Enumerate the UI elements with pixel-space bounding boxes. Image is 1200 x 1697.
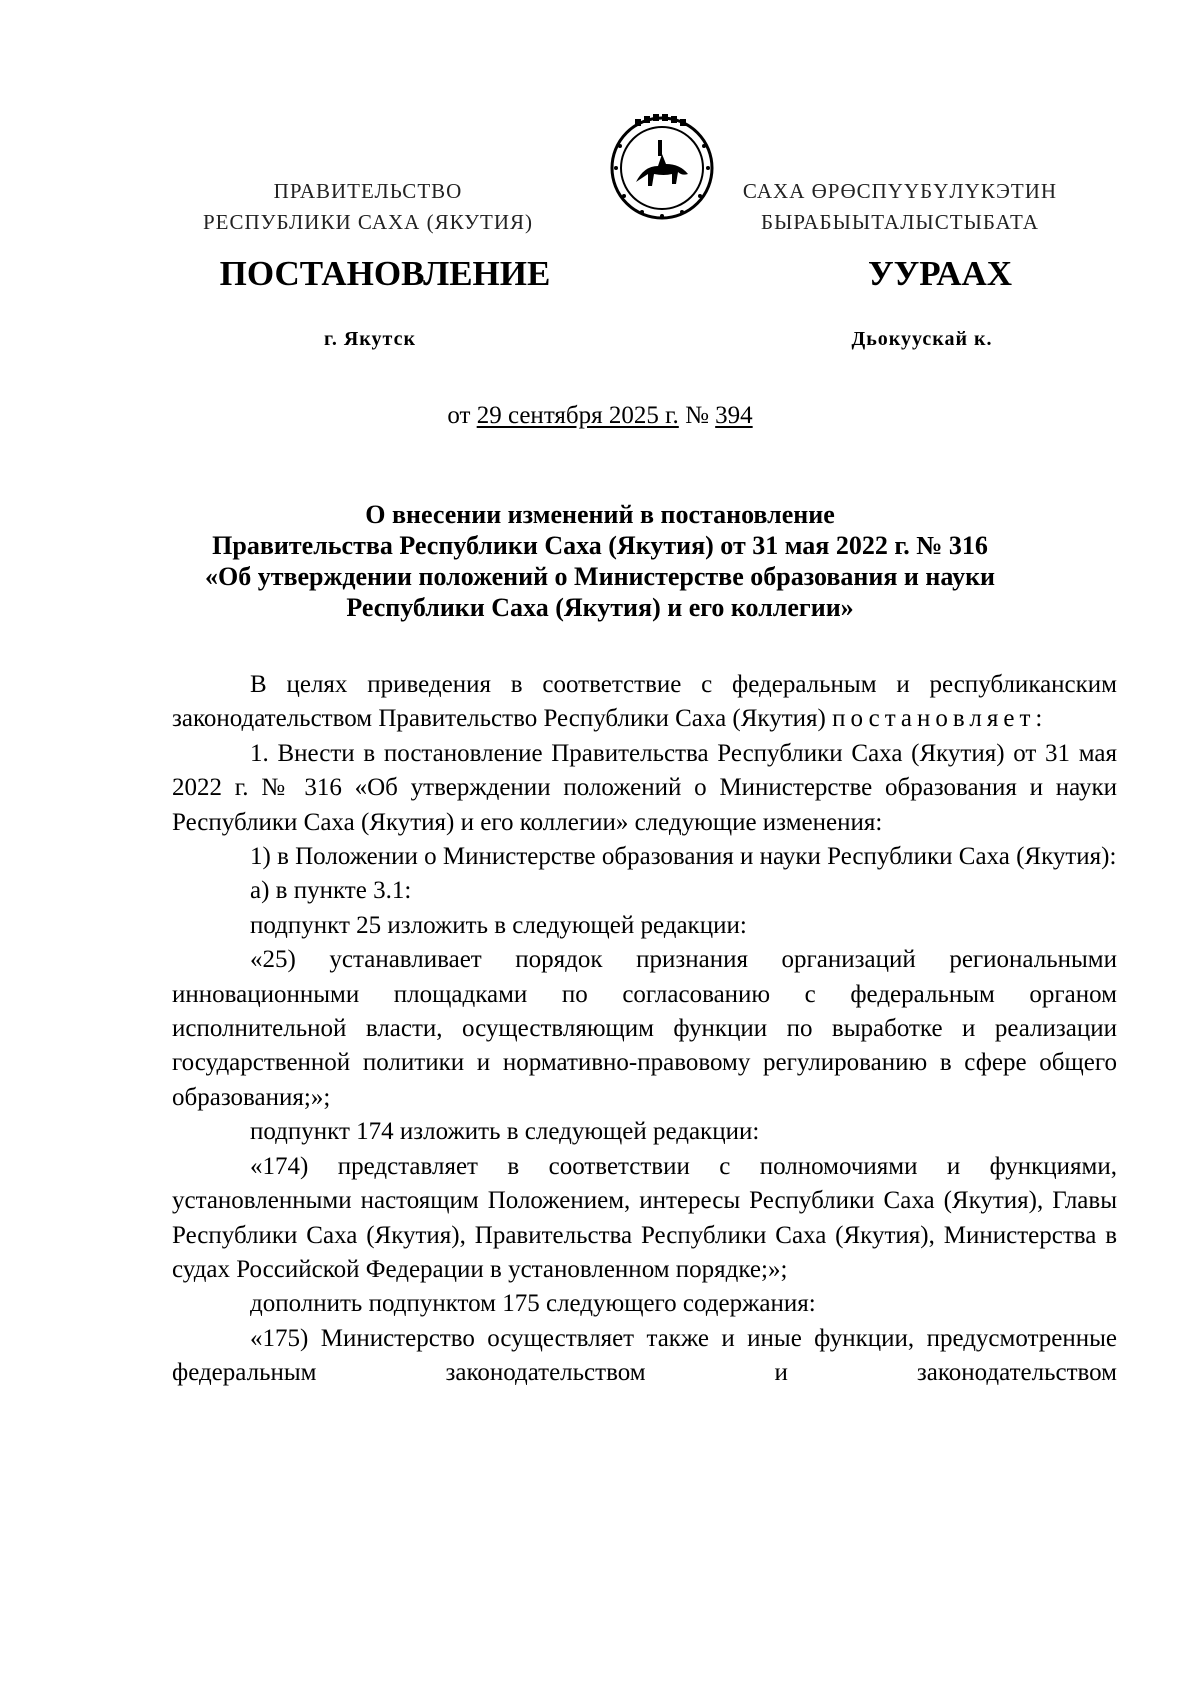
header-right-authority [700,176,1100,238]
doc-body [172,668,1117,1391]
preamble-text: В целях приведения в соответствие с федеральным и республиканским законодательством Правительство Республики Саха (Якутия) [172,671,1117,733]
paragraph-sub25-text: «25) устанавливает порядок признания организаций региональными инновационными площадками по согласованию с федеральным органом исполнительной власти, осуществляющим функции по выработке и реализации государственной политики и нормативно-правовому регулированию в сфере общего образования;»; [172,946,1117,1111]
paragraph-sub25-intro: подпункт 25 изложить в следующей редакции: [250,911,747,939]
header-right-line-1: САХА ӨРӨСПҮҮБҮЛҮКЭТИН [742,179,1058,203]
title-line-2: Правительства Республики Саха (Якутия) от 31 мая 2022 г. № 316 [212,531,988,560]
header-left-line-1: ПРАВИТЕЛЬСТВО [273,179,463,203]
paragraph-sub175-intro: дополнить подпунктом 175 следующего содержания: [250,1290,816,1318]
header-right-line-2: БЫРАБЫЫТАЛЫСТЫБАТА [761,210,1039,234]
preamble-colon: : [1035,705,1043,733]
header-left-line-2: РЕСПУБЛИКИ САХА (ЯКУТИЯ) [202,210,534,234]
paragraph-sub174-text: «174) представляет в соответствии с полномочиями и функциями, установленными настоящим Положением, интересы Республики Саха (Якутия), Главы Республики Саха (Якутия), Правительства Республики Саха (Якутия), Министерства в судах Российской Федерации в установленном порядке;»; [172,1152,1117,1283]
doc-number: 394 [715,402,753,429]
city-left: г. Якутск [324,328,416,350]
doc-type-right: УУРААХ [867,254,1013,293]
paragraph-sub174-intro: подпункт 174 изложить в следующей редакции: [250,1118,760,1146]
doc-date: 29 сентября 2025 г. [476,402,679,429]
paragraph-item-1: 1. Внести в постановление Правительства Республики Саха (Якутия) от 31 мая 2022 г. № 316 «Об утверждении положений о Министерстве образования и науки Республики Саха (Якутия) и его коллегии» следующие изменения: [172,739,1117,836]
title-line-4: Республики Саха (Якутия) и его коллегии» [346,593,854,622]
title-line-3: «Об утверждении положений о Министерстве образования и науки [204,562,996,591]
title-line-1: О внесении изменений в постановление [365,500,835,529]
date-prefix: от [447,402,477,429]
paragraph-subitem-a: а) в пункте 3.1: [250,877,412,905]
paragraph-sub175-text: «175) Министерство осуществляет также и иные функции, предусмотренные федеральным законодательством и законодательством [172,1324,1117,1387]
header-left-authority [168,176,568,238]
doc-title [160,499,1040,623]
date-line [0,402,1200,430]
paragraph-preamble [172,668,1117,737]
paragraph-subitem-1: 1) в Положении о Министерстве образования и науки Республики Саха (Якутия): [250,843,1117,871]
city-right: Дьокуускай к. [851,328,993,350]
preamble-verb: постановляет [832,705,1036,733]
doc-type-left: ПОСТАНОВЛЕНИЕ [219,254,551,293]
number-sign: № [678,402,716,429]
